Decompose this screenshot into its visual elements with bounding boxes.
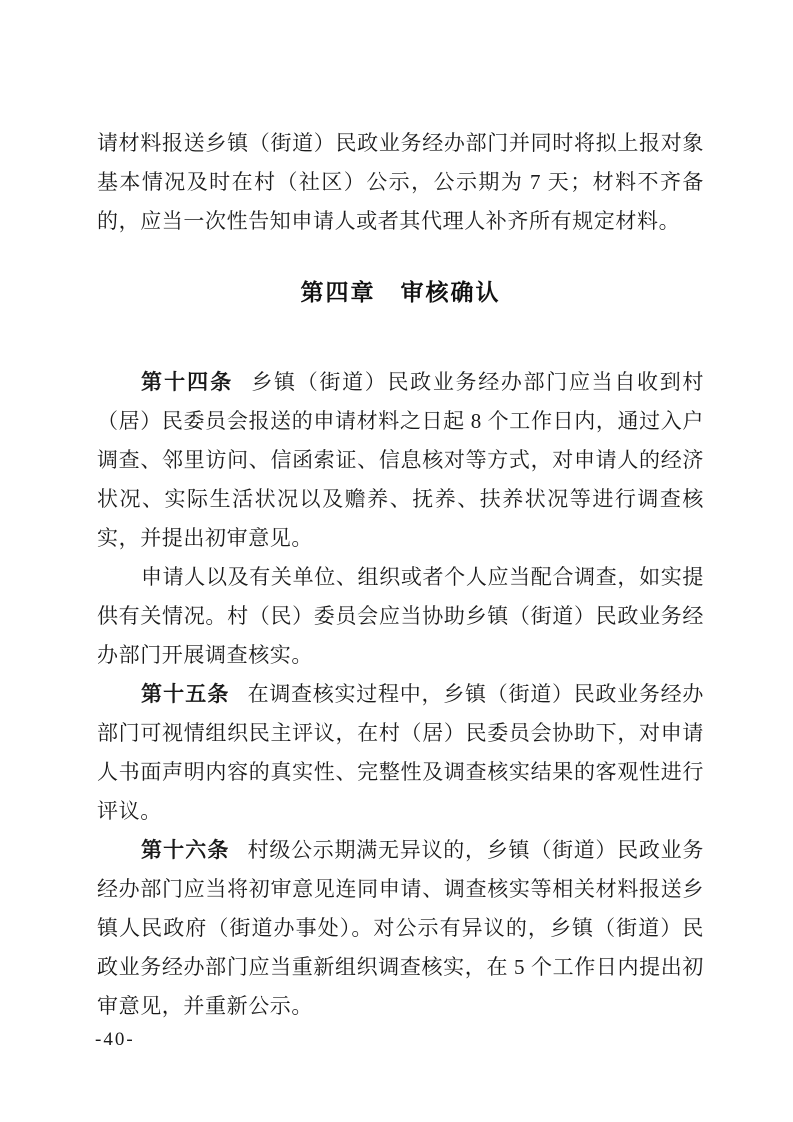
article-16-number: 第十六条 [141,839,230,862]
article-15 [97,675,704,831]
article-14-text: 乡镇（街道）民政业务经办部门应当自收到村（居）民委员会报送的申请材料之日起 8 个工作日内，通过入户调查、邻里访问、信函索证、信息核对等方式，对申请人的经济状况、实际生活状况以及赡养、抚养、扶养状况等进行调查核实，并提出初审意见。 [97,370,705,550]
article-14-number: 第十四条 [141,371,234,394]
article-15-text: 在调查核实过程中，乡镇（街道）民政业务经办部门可视情组织民主评议，在村（居）民委员会协助下，对申请人书面声明内容的真实性、完整性及调查核实结果的客观性进行评议。 [97,682,705,823]
paragraph-continuation: 请材料报送乡镇（街道）民政业务经办部门并同时将拟上报对象基本情况及时在村（社区）公示，公示期为 7 天；材料不齐备的，应当一次性告知申请人或者其代理人补齐所有规定材料。 [97,131,704,233]
article-14 [97,363,704,558]
chapter-heading: 第四章 审核确认 [300,279,501,305]
page-content [97,124,704,1026]
article-16 [97,831,704,1026]
page-number: -40- [95,1029,135,1050]
article-14-subparagraph: 申请人以及有关单位、组织或者个人应当配合调查，如实提供有关情况。村（民）委员会应当协助乡镇（街道）民政业务经办部门开展调查核实。 [97,565,704,667]
article-16-text: 村级公示期满无异议的，乡镇（街道）民政业务经办部门应当将初审意见连同申请、调查核实等相关材料报送乡镇人民政府（街道办事处）。对公示有异议的，乡镇（街道）民政业务经办部门应当重新组织调查核实，在 5 个工作日内提出初审意见，并重新公示。 [97,838,705,1018]
article-15-number: 第十五条 [141,683,230,706]
